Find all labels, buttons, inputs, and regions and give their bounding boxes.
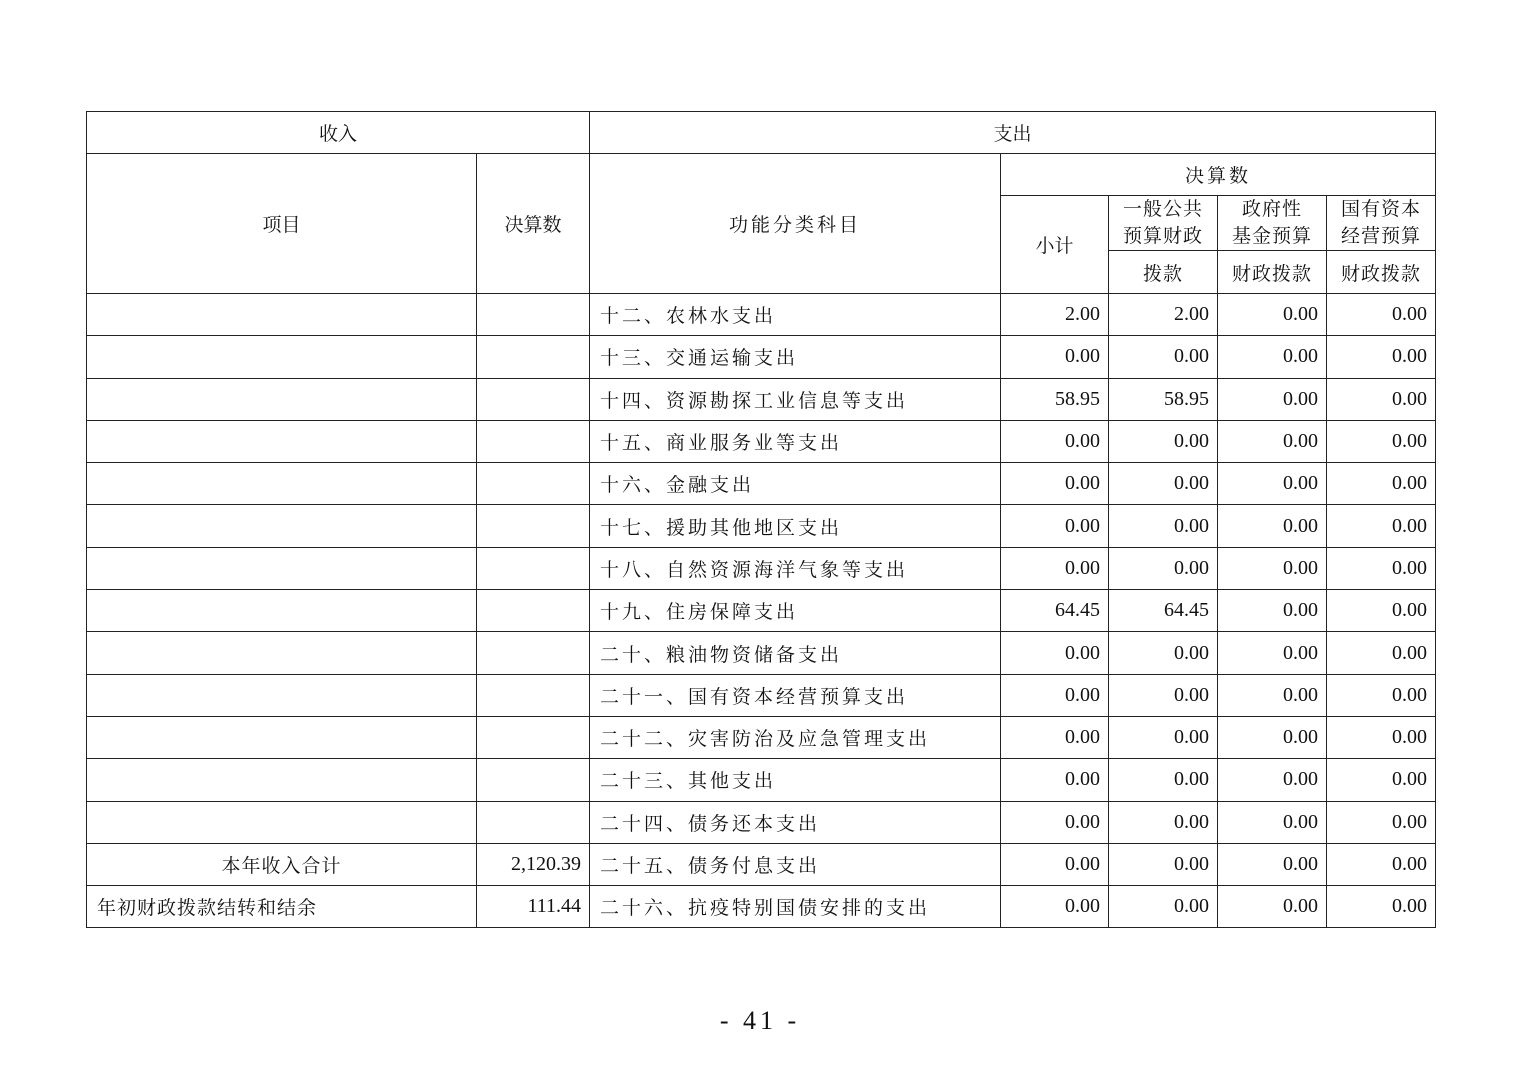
expense-subject: 二十五、债务付息支出 [590, 843, 1001, 885]
gov-fund-value: 0.00 [1218, 336, 1327, 378]
expense-subject: 十五、商业服务业等支出 [590, 420, 1001, 462]
general-value: 0.00 [1109, 674, 1218, 716]
income-amount [477, 759, 590, 801]
expense-subject: 二十二、灾害防治及应急管理支出 [590, 716, 1001, 758]
state-capital-value: 0.00 [1327, 590, 1436, 632]
state-capital-value: 0.00 [1327, 674, 1436, 716]
income-amount [477, 294, 590, 336]
general-value: 0.00 [1109, 759, 1218, 801]
income-amount [477, 420, 590, 462]
income-amount: 111.44 [477, 886, 590, 928]
page-number: - 41 - [719, 1006, 801, 1035]
table-row [87, 547, 1436, 589]
income-item [87, 590, 477, 632]
subtotal-value: 0.00 [1001, 716, 1109, 758]
income-item: 年初财政拨款结转和结余 [87, 886, 477, 928]
state-capital-value: 0.00 [1327, 886, 1436, 928]
item-header: 项目 [87, 154, 477, 294]
budget-table [86, 111, 1436, 928]
income-item [87, 378, 477, 420]
expense-subject: 十九、住房保障支出 [590, 590, 1001, 632]
subtotal-value: 0.00 [1001, 843, 1109, 885]
general-value: 0.00 [1109, 463, 1218, 505]
income-amount [477, 716, 590, 758]
table-row [87, 759, 1436, 801]
subtotal-value: 0.00 [1001, 336, 1109, 378]
expense-subject: 二十六、抗疫特别国债安排的支出 [590, 886, 1001, 928]
table-row [87, 716, 1436, 758]
income-amount [477, 547, 590, 589]
table-row [87, 801, 1436, 843]
table-row [87, 886, 1436, 928]
state-capital-header [1327, 196, 1436, 251]
income-item [87, 674, 477, 716]
state-capital-value: 0.00 [1327, 801, 1436, 843]
state-capital-value: 0.00 [1327, 547, 1436, 589]
income-amount [477, 801, 590, 843]
table-row [87, 294, 1436, 336]
function-class-header: 功能分类科目 [590, 154, 1001, 294]
general-value: 0.00 [1109, 886, 1218, 928]
general-value: 0.00 [1109, 843, 1218, 885]
income-amount-header: 决算数 [477, 154, 590, 294]
general-public-header [1109, 196, 1218, 251]
general-value: 58.95 [1109, 378, 1218, 420]
income-item [87, 801, 477, 843]
expense-subject: 十八、自然资源海洋气象等支出 [590, 547, 1001, 589]
expense-subject: 十七、援助其他地区支出 [590, 505, 1001, 547]
income-amount [477, 463, 590, 505]
subtotal-value: 0.00 [1001, 632, 1109, 674]
income-amount [477, 590, 590, 632]
income-item [87, 294, 477, 336]
gov-fund-value: 0.00 [1218, 843, 1327, 885]
general-value: 0.00 [1109, 716, 1218, 758]
expense-subject: 十三、交通运输支出 [590, 336, 1001, 378]
subtotal-value: 58.95 [1001, 378, 1109, 420]
subtotal-value: 0.00 [1001, 547, 1109, 589]
expense-header: 支出 [590, 112, 1436, 154]
income-item [87, 632, 477, 674]
gov-fund-value: 0.00 [1218, 505, 1327, 547]
expense-subject: 二十三、其他支出 [590, 759, 1001, 801]
state-capital-header-last: 财政拨款 [1327, 251, 1436, 294]
income-item [87, 420, 477, 462]
table-row [87, 674, 1436, 716]
general-public-header-last: 拨款 [1109, 251, 1218, 294]
table-row [87, 420, 1436, 462]
gov-fund-line-1: 政府性 [1242, 198, 1303, 220]
expense-subject: 十四、资源勘探工业信息等支出 [590, 378, 1001, 420]
state-capital-value: 0.00 [1327, 843, 1436, 885]
gov-fund-value: 0.00 [1218, 716, 1327, 758]
income-item [87, 336, 477, 378]
gov-fund-value: 0.00 [1218, 590, 1327, 632]
gov-fund-value: 0.00 [1218, 378, 1327, 420]
subtotal-value: 2.00 [1001, 294, 1109, 336]
gov-fund-header-last: 财政拨款 [1218, 251, 1327, 294]
income-item [87, 505, 477, 547]
expense-subject: 十六、金融支出 [590, 463, 1001, 505]
gov-fund-value: 0.00 [1218, 294, 1327, 336]
subtotal-value: 0.00 [1001, 463, 1109, 505]
income-amount [477, 378, 590, 420]
state-capital-line-1: 国有资本 [1341, 198, 1422, 220]
gov-fund-value: 0.00 [1218, 547, 1327, 589]
gov-fund-value: 0.00 [1218, 632, 1327, 674]
general-value: 0.00 [1109, 505, 1218, 547]
state-capital-value: 0.00 [1327, 378, 1436, 420]
table-row [87, 632, 1436, 674]
general-public-line-2: 预算财政 [1123, 225, 1204, 247]
general-value: 0.00 [1109, 801, 1218, 843]
expense-subject: 二十四、债务还本支出 [590, 801, 1001, 843]
table-row [87, 843, 1436, 885]
income-item: 本年收入合计 [87, 843, 477, 885]
general-value: 64.45 [1109, 590, 1218, 632]
subtotal-value: 0.00 [1001, 505, 1109, 547]
gov-fund-value: 0.00 [1218, 463, 1327, 505]
gov-fund-value: 0.00 [1218, 801, 1327, 843]
state-capital-value: 0.00 [1327, 759, 1436, 801]
table-row [87, 336, 1436, 378]
expense-subject: 十二、农林水支出 [590, 294, 1001, 336]
gov-fund-line-2: 基金预算 [1232, 225, 1313, 247]
gov-fund-value: 0.00 [1218, 759, 1327, 801]
income-item [87, 463, 477, 505]
state-capital-value: 0.00 [1327, 336, 1436, 378]
income-amount [477, 632, 590, 674]
table-row [87, 378, 1436, 420]
state-capital-value: 0.00 [1327, 505, 1436, 547]
income-amount [477, 336, 590, 378]
gov-fund-value: 0.00 [1218, 674, 1327, 716]
general-public-line-1: 一般公共 [1123, 198, 1204, 220]
general-value: 2.00 [1109, 294, 1218, 336]
subtotal-value: 64.45 [1001, 590, 1109, 632]
income-amount [477, 505, 590, 547]
subtotal-value: 0.00 [1001, 420, 1109, 462]
expense-subject: 二十、粮油物资储备支出 [590, 632, 1001, 674]
table-row [87, 463, 1436, 505]
income-item [87, 547, 477, 589]
income-item [87, 716, 477, 758]
subtotal-value: 0.00 [1001, 759, 1109, 801]
subtotal-value: 0.00 [1001, 886, 1109, 928]
subtotal-value: 0.00 [1001, 674, 1109, 716]
state-capital-value: 0.00 [1327, 716, 1436, 758]
expense-subject: 二十一、国有资本经营预算支出 [590, 674, 1001, 716]
state-capital-value: 0.00 [1327, 463, 1436, 505]
table-row [87, 590, 1436, 632]
subtotal-value: 0.00 [1001, 801, 1109, 843]
state-capital-value: 0.00 [1327, 294, 1436, 336]
final-amount-group-header: 决算数 [1001, 154, 1436, 196]
general-value: 0.00 [1109, 632, 1218, 674]
income-header: 收入 [87, 112, 590, 154]
state-capital-line-2: 经营预算 [1341, 225, 1422, 247]
table-row [87, 505, 1436, 547]
state-capital-value: 0.00 [1327, 420, 1436, 462]
state-capital-value: 0.00 [1327, 632, 1436, 674]
gov-fund-value: 0.00 [1218, 886, 1327, 928]
income-item [87, 759, 477, 801]
gov-fund-value: 0.00 [1218, 420, 1327, 462]
subtotal-header: 小计 [1001, 196, 1109, 294]
gov-fund-header [1218, 196, 1327, 251]
general-value: 0.00 [1109, 336, 1218, 378]
income-amount [477, 674, 590, 716]
general-value: 0.00 [1109, 420, 1218, 462]
general-value: 0.00 [1109, 547, 1218, 589]
income-amount: 2,120.39 [477, 843, 590, 885]
